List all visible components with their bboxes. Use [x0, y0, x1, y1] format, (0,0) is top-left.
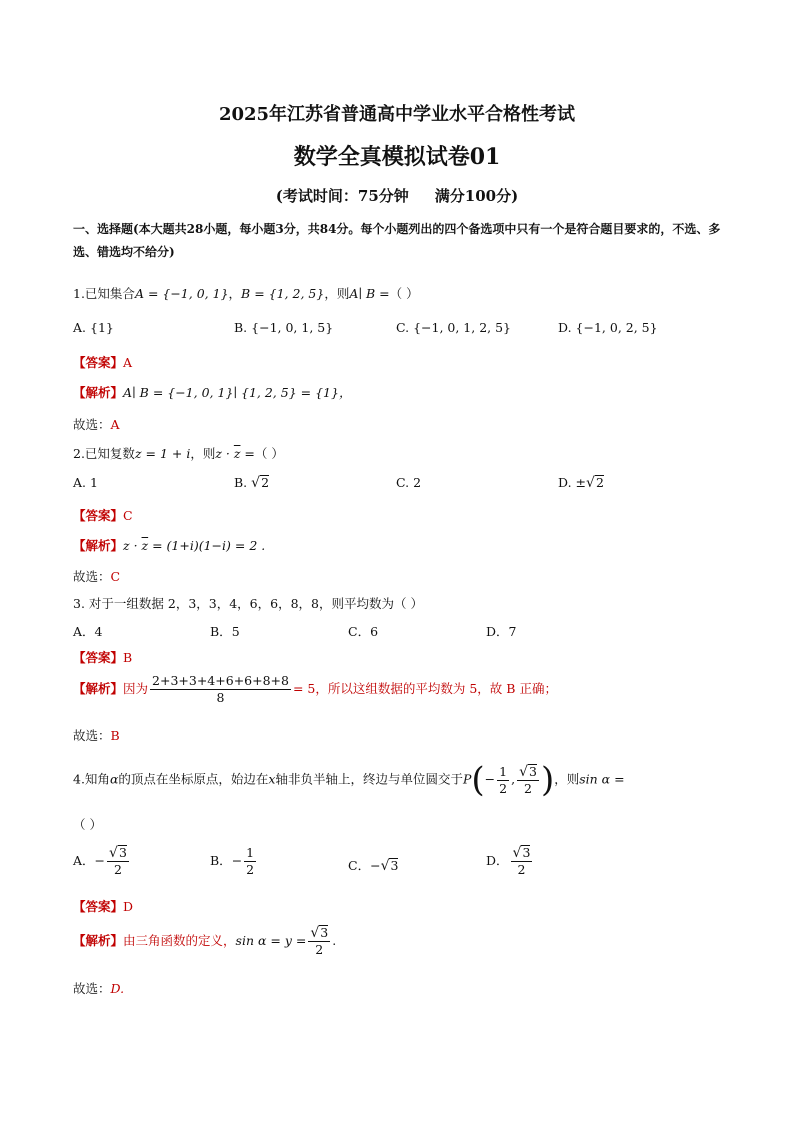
question-3-option-b: B．5: [210, 624, 240, 639]
exam-title: 2025年江苏省普通高中学业水平合格性考试: [218, 104, 576, 125]
mean-fraction: $\frac{2+3+3+4+6+6+8+8}{8}$: [152, 673, 289, 705]
exam-time: (考试时间：75分钟: [275, 187, 409, 205]
question-2-option-c: C. 2: [396, 475, 422, 490]
question-1-option-b: B. {−1, 0, 1, 5}: [234, 320, 334, 335]
exam-info: [0, 185, 794, 206]
question-3-answer: 【答案】B: [73, 650, 133, 665]
exam-score: 满分100分): [434, 187, 519, 205]
question-4-choose: 故选：D.: [73, 981, 125, 996]
question-1-answer: 【答案】A: [73, 355, 133, 370]
paper-title: 数学全真模拟试卷01: [293, 144, 501, 170]
section-instruction: 一、选择题(本大题共28小题，每小题3分，共84分。每个小题列出的四个备选项中只有一个是符合题目要求的，不选、多选、错选均不给分): [73, 222, 721, 259]
question-2-answer: 【答案】C: [73, 508, 133, 523]
question-4-stem: 4.知角α的顶点在坐标原点，始边在x轴非负半轴上，终边与单位圆交于P(− $\frac{1}{2}$ , $\frac{√3}{2}$ )，则sin α =: [73, 760, 625, 800]
question-4-blank: （ ）: [73, 817, 102, 832]
question-1-choose: 故选：A: [73, 417, 120, 432]
question-4-answer: 【答案】D: [73, 899, 134, 914]
question-3-choose: 故选：B: [73, 728, 120, 743]
question-3-option-a: A．4: [73, 624, 103, 639]
question-2-analysis: 【解析】$z \cdot \overline{z} = (1+i)(1-i) = 2$ .: [73, 538, 266, 553]
question-3-stem: 3. 对于一组数据 2，3，3，4，6，6，8，8，则平均数为（ ）: [73, 596, 423, 611]
question-4-option-b: B．− $\frac{1}{2}$: [210, 845, 255, 877]
question-4-option-c: C．−√3: [348, 858, 399, 874]
question-1-option-d: D. {−1, 0, 2, 5}: [558, 320, 658, 335]
question-2-option-a: A. 1: [73, 475, 98, 490]
question-4-analysis: 【解析】由三角函数的定义，sin α = y = $\frac{√3}{2}$ .: [73, 925, 337, 957]
question-2-choose: 故选：C: [73, 569, 121, 584]
question-2-option-d: D. ±√2: [558, 475, 604, 491]
question-2-stem: 2.已知复数z = 1 + i，则$z \cdot \overline{z}$ =（ ）: [73, 446, 284, 461]
question-3-option-d: D．7: [486, 624, 517, 639]
question-2-option-b: B. √2: [234, 475, 270, 491]
question-1-option-c: C. {−1, 0, 1, 2, 5}: [396, 320, 512, 335]
question-3-option-c: C．6: [348, 624, 379, 639]
question-1-stem: 1.已知集合A = {−1, 0, 1}，B = {1, 2, 5}，则A∣ B =（ ）: [73, 286, 419, 301]
question-4-option-d: D． $\frac{√3}{2}$: [486, 845, 531, 877]
question-1-option-a: A. {1}: [73, 320, 114, 335]
question-3-analysis: 【解析】因为 $\frac{2+3+3+4+6+6+8+8}{8}$ = 5，所以这组数据的平均数为 5，故 B 正确；: [73, 673, 557, 705]
question-4-option-a: A．− $\frac{√3}{2}$: [73, 845, 127, 877]
question-1-analysis: 【解析】A∣ B = {−1, 0, 1}∣ {1, 2, 5} = {1}，: [73, 385, 352, 400]
